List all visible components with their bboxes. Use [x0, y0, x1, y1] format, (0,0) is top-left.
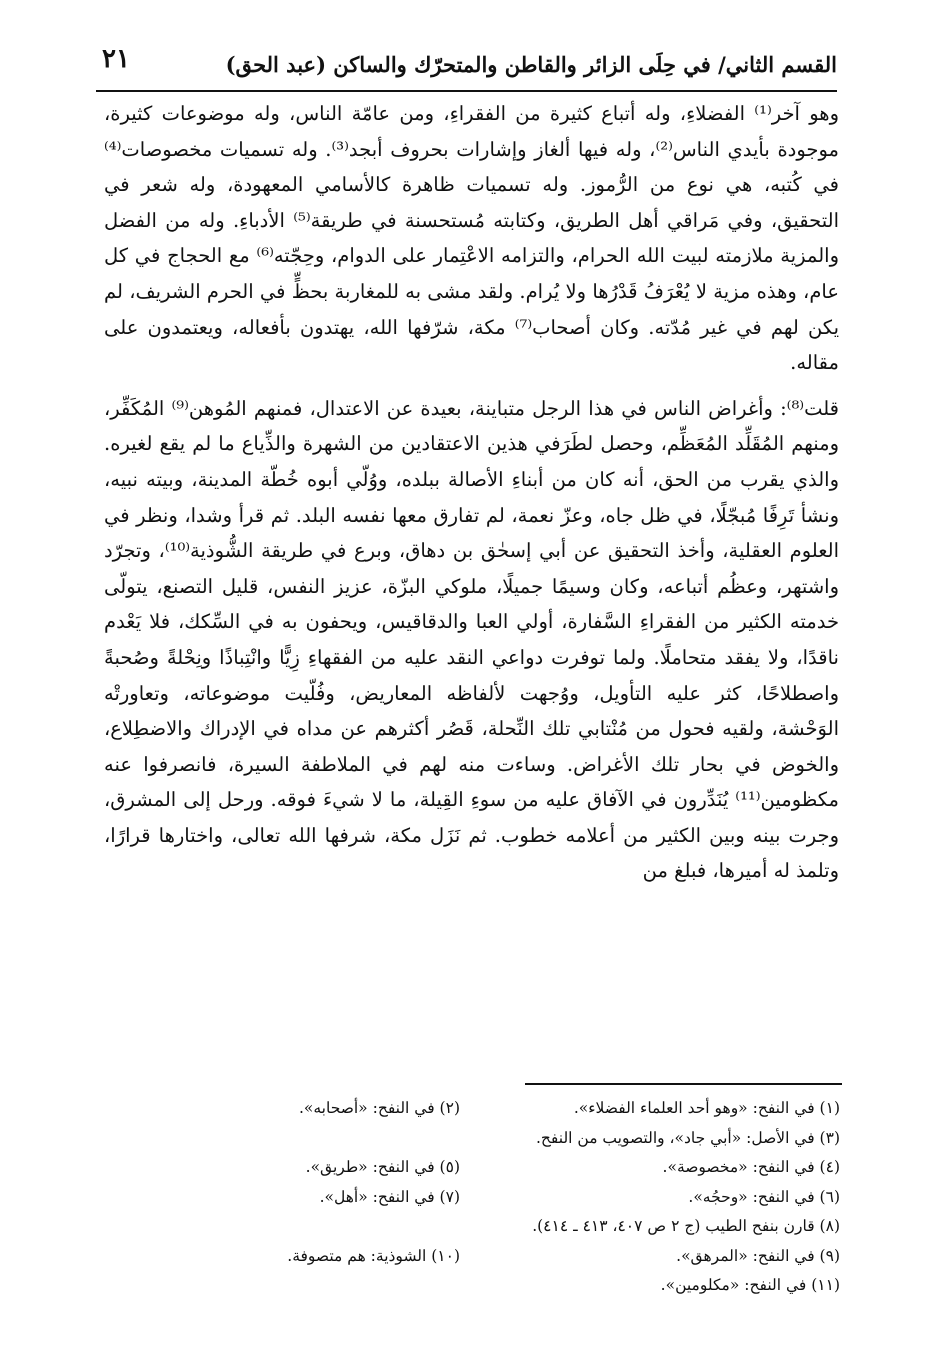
footnotes	[150, 1094, 840, 1301]
paragraph: وهو آخر⁽¹⁾ الفضلاءِ، وله أتباع كثيرة من الفقراءِ، ومن عامّة الناس، وله موضوعات كثيرة، موجودة بأيدي الناس⁽²⁾، وله فيها ألغاز وإشارات بحروف أبجد⁽³⁾. وله تسميات مخصوصات⁽⁴⁾ في كُتبه، هي نوع من الرُّموز. وله تسميات ظاهرة كالأسامي المعهودة، وله شعر في التحقيق، وفي مَراقي أهل الطريق، وكتابته مُستحسنة في طريقة⁽⁵⁾ الأدباءِ. وله من الفضل والمزية ملازمته لبيت الله الحرام، والتزامه الاعْتِمار على الدوام، وحِجّته⁽⁶⁾ مع الحجاج في كل عام، وهذه مزية لا يُعْرَفُ قَدْرُها ولا يُرام. ولقد مشى به للمغاربة بحظٍّ في الحرم الشريف، لم يكن لهم في غير مُدّته. وكان أصحاب⁽⁷⁾ مكة، شرّفها الله، يهتدون بأفعاله، ويعتمدون على مقاله.	[104, 102, 840, 375]
footnote-4: (٤) في النفح: «مخصوصة».	[662, 1158, 840, 1176]
footnote-10: (١٠) الشوذية: هم متصوفة.	[287, 1246, 460, 1265]
footnote-separator	[525, 1083, 842, 1085]
footnote-row	[150, 1153, 840, 1183]
footnote-row	[150, 1124, 840, 1154]
main-text	[104, 96, 839, 889]
header-title: القسم الثاني/ في حِلَى الزائر والقاطن والمتحرّك والساكن (عبد الحق)	[225, 52, 837, 77]
footnote-11: (١١) في النفح: «مكلومين».	[660, 1276, 840, 1294]
page-number: ٢١	[102, 44, 130, 74]
footnote-row	[150, 1094, 840, 1124]
paragraph: قلت⁽⁸⁾: وأغراض الناس في هذا الرجل متباينة، بعيدة عن الاعتدال، فمنهم المُوهن⁽⁹⁾ المُكَفِّر، ومنهم المُقَلِّد المُعَظِّم، وحصل لطَرَفي هذين الاعتقادين من الشهرة والذِّياع ما لم يقع لغيره. والذي يقرب من الحق، أنه كان من أبناءِ الأصالة ببلده، ووُلّي أبوه خُطّة المدينة، وبيته نبيه، ونشأ تَرِفًا مُبجّلًا، في ظل جاه، وعزّ نعمة، لم تفارق معها نفسه البلد. ثم قرأ وشدا، ونظر في العلوم العقلية، وأخذ التحقيق عن أبي إسحٰق بن دهاق، وبرع في طريقة الشُّوذية⁽¹⁰⁾، وتجرّد واشتهر، وعظُم أتباعه، وكان وسيمًا جميلًا، ملوكي البزّة، عزيز النفس، قليل التصنع، يتولّى خدمته الكثير من الفقراءِ السَّفارة، أولي العبا والدقاقيس، ويحفون به في السِّكك، فلا يَعْدم ناقدًا، ولا يفقد متحاملًا. ولما توفرت دواعي النقد عليه من الفقهاءِ زِيًّا وانْتِباذًا ونِحْلةً وصُحبةً واصطلاحًا، كثر عليه التأويل، ووُجهت لألفاظه المعاريض، وفُلّيت موضوعاته، وتعاورتْه الوَحْشة، ولقيه فحول من مُنْتابي تلك النِّحلة، قَصُر أكثرهم عن مداه في الإدراك والاضطِلاع، والخوض في بحار تلك الأغراض. وساءت منه لهم في الملاطفة السيرة، فانصرفوا عنه مكظومين⁽¹¹⁾ يُنَدِّرون في الآفاق عليه من سوءِ القِيلة، ما لا شيءَ فوقه. ورحل إلى المشرق، وجرت بينه وبين الكثير من أعلامه خطوب. ثم نَزَل مكة، شرفها الله تعالى، واختارها قرارًا، وتلمذ له أميرها، فبلغ من	[104, 396, 840, 883]
footnote-row	[150, 1212, 840, 1242]
footnote-row	[150, 1183, 840, 1213]
running-header	[96, 38, 837, 92]
footnote-2: (٢) في النفح: «أصحابه».	[298, 1099, 460, 1117]
footnote-9: (٩) في النفح: «المرهق».	[676, 1246, 840, 1265]
footnote-8: (٨) قارن بنفح الطيب (ج ٢ ص ٤٠٧، ٤١٣ ـ ٤١٤).	[532, 1217, 840, 1235]
footnote-row	[150, 1271, 840, 1301]
footnote-6: (٦) في النفح: «وحجُه».	[688, 1187, 840, 1206]
footnote-row	[150, 1242, 840, 1272]
footnote-3: (٣) في الأصل: «أبي جاد»، والتصويب من النفح.	[536, 1128, 840, 1147]
footnote-5: (٥) في النفح: «طريق».	[305, 1158, 460, 1176]
footnote-1: (١) في النفح: «وهو أحد العلماء الفضلاء».	[573, 1099, 840, 1117]
footnote-7: (٧) في النفح: «أهل».	[319, 1187, 460, 1206]
